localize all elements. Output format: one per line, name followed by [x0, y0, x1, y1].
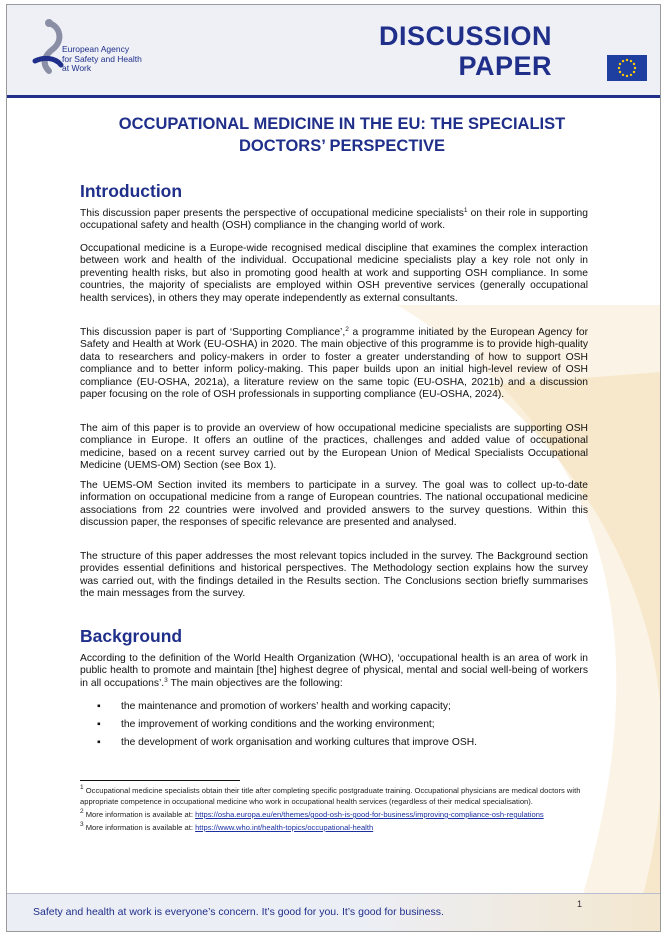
intro-p1-text-a: This discussion paper presents the perspective of occupational medicine specialists — [80, 208, 464, 219]
footnote-number: 1 — [80, 784, 84, 791]
footnote-3 — [80, 822, 592, 833]
document-title-line-2: DOCTORS’ PERSPECTIVE — [239, 137, 445, 155]
document-type-label — [379, 21, 552, 81]
footnote-divider — [80, 780, 240, 781]
footnote-link-osha[interactable]: https://osha.europa.eu/en/themes/good-osh-is-good-for-business/improving-compliance-osh-regulations — [195, 810, 544, 819]
footnote-2 — [80, 809, 592, 820]
page-footer — [7, 893, 660, 932]
intro-p3-text-a: This discussion paper is part of ‘Supporting Compliance’, — [80, 327, 346, 338]
intro-paragraph-1 — [80, 208, 588, 233]
document-type-line-1: DISCUSSION — [378, 21, 552, 51]
footnote-ref-1[interactable]: 1 — [463, 207, 468, 214]
logo-line-3: at Work — [62, 63, 92, 73]
footnote-text: More information is available at: — [83, 810, 196, 819]
background-p1-text-a: According to the definition of the World Health Organization (WHO), ‘occupational health is an area of work in public health to promote and maintain [the] highest degree of physical, mental and social well-being of workers in all occupations’. — [80, 653, 588, 689]
list-item — [97, 737, 587, 749]
logo-line-2: for Safety and Health — [62, 53, 142, 64]
introduction-heading: Introduction — [80, 181, 183, 201]
eu-flag-icon — [607, 55, 647, 81]
bullet-marker-icon: ▪ — [97, 701, 101, 712]
bullet-marker-icon: ▪ — [97, 737, 101, 748]
footer-tagline: Safety and health at work is everyone’s concern. It’s good for you. It’s good for business. — [33, 906, 444, 918]
footnote-text: More information is available at: — [83, 823, 196, 832]
footnote-link-who[interactable]: https://www.who.int/health-topics/occupational-health — [195, 823, 374, 832]
page-number: 1 — [577, 899, 583, 909]
list-item-text: the maintenance and promotion of workers’ health and working capacity; — [121, 701, 451, 712]
footnote-number: 3 — [80, 821, 84, 828]
footnotes — [80, 785, 592, 835]
intro-p3-text-b: a programme initiated by the European Agency for Safety and Health at Work (EU-OSHA) in 2020. The main objective of this programme is to provide high-quality data to researchers and policy-makers in order to foster a greater understanding of how to support OSH compliance and to better inform policy-making. This paper builds upon an initial high-level review of OSH compliance (EU-OSHA, 2021a), a literature review on the same topic (EU-OSHA, 2021b) and a discussion paper focusing on the role of OSH professionals in supporting compliance (EU-OSHA, 2024). — [80, 327, 588, 401]
page-header — [7, 5, 660, 98]
footnote-number: 2 — [80, 808, 84, 815]
intro-p1-text-b: on their role in supporting occupational safety and health (OSH) compliance in the changing world of work. — [80, 208, 588, 232]
logo-text — [62, 45, 142, 74]
document-page — [6, 4, 661, 932]
intro-paragraph-5: The UEMS-OM Section invited its members to participate in a survey. The goal was to collect up-to-date information on occupational medicine from a range of European countries. The national occupational medicine associations from 22 countries were involved and provided answers to the survey questions. Within this discussion paper, the responses of specific relevance are presented and analysed. — [80, 480, 588, 529]
list-item — [97, 719, 587, 731]
background-p1-text-b: The main objectives are the following: — [167, 677, 343, 689]
list-item-text: the development of work organisation and working cultures that improve OSH. — [121, 737, 477, 748]
document-title — [67, 113, 617, 157]
intro-paragraph-6: The structure of this paper addresses the most relevant topics included in the survey. The Background section provides essential definitions and historical perspectives. The Methodology section explains how the survey was carried out, with the findings detailed in the Results section. The Conclusions section briefly summarises the main messages from the survey. — [80, 551, 588, 600]
objectives-list — [97, 701, 587, 755]
background-paragraph-1 — [80, 653, 588, 690]
document-type-line-2: PAPER — [458, 51, 552, 81]
logo-line-1: European Agency — [62, 44, 130, 54]
intro-paragraph-3 — [80, 327, 588, 401]
list-item — [97, 701, 587, 713]
footnote-ref-3[interactable]: 3 — [164, 676, 168, 684]
intro-paragraph-4: The aim of this paper is to provide an overview of how occupational medicine specialists are supporting OSH compliance in Europe. It offers an outline of the practices, challenges and added value of occupational medicine, based on a recent survey carried out by the European Union of Medical Specialists Occupational Medicine (UEMS-OM) Section (see Box 1). — [80, 423, 588, 472]
bullet-marker-icon: ▪ — [97, 719, 101, 730]
list-item-text: the improvement of working conditions and the working environment; — [121, 719, 435, 730]
document-title-line-1: OCCUPATIONAL MEDICINE IN THE EU: THE SPECIALIST — [118, 115, 566, 133]
background-heading: Background — [80, 626, 183, 646]
footnote-1 — [80, 785, 592, 807]
intro-paragraph-2: Occupational medicine is a Europe-wide recognised medical discipline that examines the complex interaction between work and health of the individual. Occupational medicine specialists play a key role not only in preventing health risks, but also in promoting good health at work and supporting OSH compliance. In some countries, the majority of specialists are employed within OSH preventive services (generally occupational health services), in others they may operate independently as external consultants. — [80, 243, 588, 304]
footnote-ref-2[interactable]: 2 — [345, 326, 349, 333]
footnote-text: Occupational medicine specialists obtain their title after completing specific postgraduate training. Occupational physicians are medical doctors with appropriate competence in occupational medicine who work in occupational health services (regardless of their medical specialisation). — [80, 786, 581, 806]
